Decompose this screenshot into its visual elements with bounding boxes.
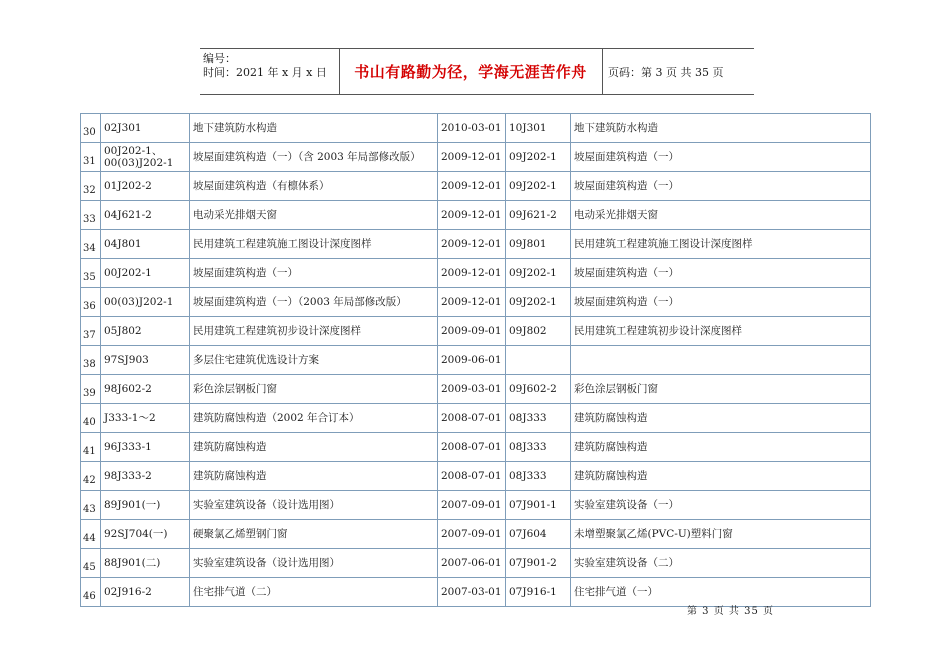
header-motto: 书山有路勤为径，学海无涯苦作舟 xyxy=(354,63,587,81)
new-standard-code: 10J301 xyxy=(506,114,571,143)
row-number: 40 xyxy=(81,404,101,433)
new-standard-title: 民用建筑工程建筑初步设计深度图样 xyxy=(571,317,871,346)
new-standard-code: 07J916-1 xyxy=(506,578,571,607)
effective-date: 2009-09-01 xyxy=(438,317,506,346)
old-standard-title: 坡屋面建筑构造（一）（2003 年局部修改版） xyxy=(190,288,438,317)
new-standard-code: 08J333 xyxy=(506,433,571,462)
row-number: 30 xyxy=(81,114,101,143)
page-footer: 第 3 页 共 35 页 xyxy=(687,606,774,617)
old-standard-code: J333-1～2 xyxy=(101,404,190,433)
table-row xyxy=(81,549,871,578)
old-standard-title: 实验室建筑设备（设计选用图） xyxy=(190,549,438,578)
old-standard-code: 96J333-1 xyxy=(101,433,190,462)
old-standard-code: 02J301 xyxy=(101,114,190,143)
old-standard-title: 坡屋面建筑构造（有檩体系） xyxy=(190,172,438,201)
old-standard-code: 04J621-2 xyxy=(101,201,190,230)
row-number: 46 xyxy=(81,578,101,607)
header-time-label: 时间：2021 年 x 月 x 日 xyxy=(203,66,327,79)
new-standard-title: 实验室建筑设备（一） xyxy=(571,491,871,520)
new-standard-title: 建筑防腐蚀构造 xyxy=(571,433,871,462)
header-bottom-rule xyxy=(200,94,754,95)
effective-date: 2010-03-01 xyxy=(438,114,506,143)
row-number: 35 xyxy=(81,259,101,288)
table-row xyxy=(81,433,871,462)
new-standard-code: 09J621-2 xyxy=(506,201,571,230)
table-row xyxy=(81,462,871,491)
effective-date: 2009-12-01 xyxy=(438,259,506,288)
old-standard-title: 坡屋面建筑构造（一） xyxy=(190,259,438,288)
effective-date: 2009-12-01 xyxy=(438,172,506,201)
table-row xyxy=(81,259,871,288)
effective-date: 2008-07-01 xyxy=(438,462,506,491)
effective-date: 2007-09-01 xyxy=(438,520,506,549)
row-number: 32 xyxy=(81,172,101,201)
row-number: 45 xyxy=(81,549,101,578)
new-standard-title: 未增塑聚氯乙烯(PVC-U)塑料门窗 xyxy=(571,520,871,549)
new-standard-title: 民用建筑工程建筑施工图设计深度图样 xyxy=(571,230,871,259)
old-standard-code: 00J202-1、00(03)J202-1 xyxy=(101,143,190,172)
effective-date: 2009-12-01 xyxy=(438,201,506,230)
old-standard-title: 地下建筑防水构造 xyxy=(190,114,438,143)
header-page-label: 页码：第 3 页 共 35 页 xyxy=(608,66,724,79)
new-standard-title: 住宅排气道（一） xyxy=(571,578,871,607)
new-standard-title: 彩色涂层钢板门窗 xyxy=(571,375,871,404)
effective-date: 2009-06-01 xyxy=(438,346,506,375)
new-standard-title: 建筑防腐蚀构造 xyxy=(571,404,871,433)
old-standard-title: 民用建筑工程建筑初步设计深度图样 xyxy=(190,317,438,346)
standards-table xyxy=(80,113,871,607)
table-row xyxy=(81,143,871,172)
table-row xyxy=(81,346,871,375)
old-standard-code: 98J602-2 xyxy=(101,375,190,404)
old-standard-title: 住宅排气道（二） xyxy=(190,578,438,607)
table-row xyxy=(81,201,871,230)
old-standard-title: 坡屋面建筑构造（一）（含 2003 年局部修改版） xyxy=(190,143,438,172)
new-standard-code xyxy=(506,346,571,375)
table-row xyxy=(81,172,871,201)
row-number: 39 xyxy=(81,375,101,404)
standards-table-body xyxy=(81,114,871,607)
table-row xyxy=(81,288,871,317)
new-standard-code: 09J202-1 xyxy=(506,259,571,288)
new-standard-title: 坡屋面建筑构造（一） xyxy=(571,259,871,288)
row-number: 33 xyxy=(81,201,101,230)
old-standard-title: 实验室建筑设备（设计选用图） xyxy=(190,491,438,520)
page-header xyxy=(200,48,754,95)
new-standard-title: 实验室建筑设备（二） xyxy=(571,549,871,578)
new-standard-code: 08J333 xyxy=(506,404,571,433)
row-number: 41 xyxy=(81,433,101,462)
new-standard-title: 坡屋面建筑构造（一） xyxy=(571,172,871,201)
new-standard-code: 07J901-1 xyxy=(506,491,571,520)
old-standard-title: 建筑防腐蚀构造 xyxy=(190,462,438,491)
row-number: 31 xyxy=(81,143,101,172)
old-standard-title: 电动采光排烟天窗 xyxy=(190,201,438,230)
header-top-rule xyxy=(200,48,754,49)
old-standard-code: 00(03)J202-1 xyxy=(101,288,190,317)
table-row xyxy=(81,404,871,433)
old-standard-code: 88J901(二) xyxy=(101,549,190,578)
new-standard-title: 建筑防腐蚀构造 xyxy=(571,462,871,491)
effective-date: 2007-09-01 xyxy=(438,491,506,520)
effective-date: 2009-12-01 xyxy=(438,230,506,259)
table-row xyxy=(81,230,871,259)
header-divider xyxy=(602,48,603,95)
new-standard-code: 08J333 xyxy=(506,462,571,491)
effective-date: 2008-07-01 xyxy=(438,404,506,433)
old-standard-title: 彩色涂层钢板门窗 xyxy=(190,375,438,404)
new-standard-code: 09J602-2 xyxy=(506,375,571,404)
old-standard-code: 97SJ903 xyxy=(101,346,190,375)
header-number-label: 编号： xyxy=(203,52,236,65)
row-number: 34 xyxy=(81,230,101,259)
table-row xyxy=(81,317,871,346)
new-standard-code: 07J604 xyxy=(506,520,571,549)
old-standard-code: 00J202-1 xyxy=(101,259,190,288)
new-standard-title: 地下建筑防水构造 xyxy=(571,114,871,143)
new-standard-title: 坡屋面建筑构造（一） xyxy=(571,288,871,317)
old-standard-title: 民用建筑工程建筑施工图设计深度图样 xyxy=(190,230,438,259)
new-standard-code: 09J202-1 xyxy=(506,288,571,317)
row-number: 37 xyxy=(81,317,101,346)
effective-date: 2007-06-01 xyxy=(438,549,506,578)
row-number: 36 xyxy=(81,288,101,317)
old-standard-code: 98J333-2 xyxy=(101,462,190,491)
old-standard-title: 建筑防腐蚀构造（2002 年合订本） xyxy=(190,404,438,433)
row-number: 38 xyxy=(81,346,101,375)
new-standard-code: 09J802 xyxy=(506,317,571,346)
row-number: 42 xyxy=(81,462,101,491)
old-standard-code: 05J802 xyxy=(101,317,190,346)
old-standard-code: 92SJ704(一) xyxy=(101,520,190,549)
old-standard-code: 89J901(一) xyxy=(101,491,190,520)
old-standard-code: 02J916-2 xyxy=(101,578,190,607)
old-standard-title: 建筑防腐蚀构造 xyxy=(190,433,438,462)
row-number: 43 xyxy=(81,491,101,520)
table-row xyxy=(81,520,871,549)
new-standard-code: 09J202-1 xyxy=(506,172,571,201)
old-standard-code: 04J801 xyxy=(101,230,190,259)
effective-date: 2009-12-01 xyxy=(438,288,506,317)
effective-date: 2009-12-01 xyxy=(438,143,506,172)
new-standard-title: 电动采光排烟天窗 xyxy=(571,201,871,230)
old-standard-title: 硬聚氯乙烯塑钢门窗 xyxy=(190,520,438,549)
table-row xyxy=(81,491,871,520)
old-standard-title: 多层住宅建筑优选设计方案 xyxy=(190,346,438,375)
row-number: 44 xyxy=(81,520,101,549)
new-standard-code: 09J801 xyxy=(506,230,571,259)
effective-date: 2008-07-01 xyxy=(438,433,506,462)
new-standard-title xyxy=(571,346,871,375)
table-row xyxy=(81,114,871,143)
new-standard-code: 09J202-1 xyxy=(506,143,571,172)
effective-date: 2007-03-01 xyxy=(438,578,506,607)
old-standard-code: 01J202-2 xyxy=(101,172,190,201)
new-standard-title: 坡屋面建筑构造（一） xyxy=(571,143,871,172)
table-row xyxy=(81,375,871,404)
effective-date: 2009-03-01 xyxy=(438,375,506,404)
new-standard-code: 07J901-2 xyxy=(506,549,571,578)
